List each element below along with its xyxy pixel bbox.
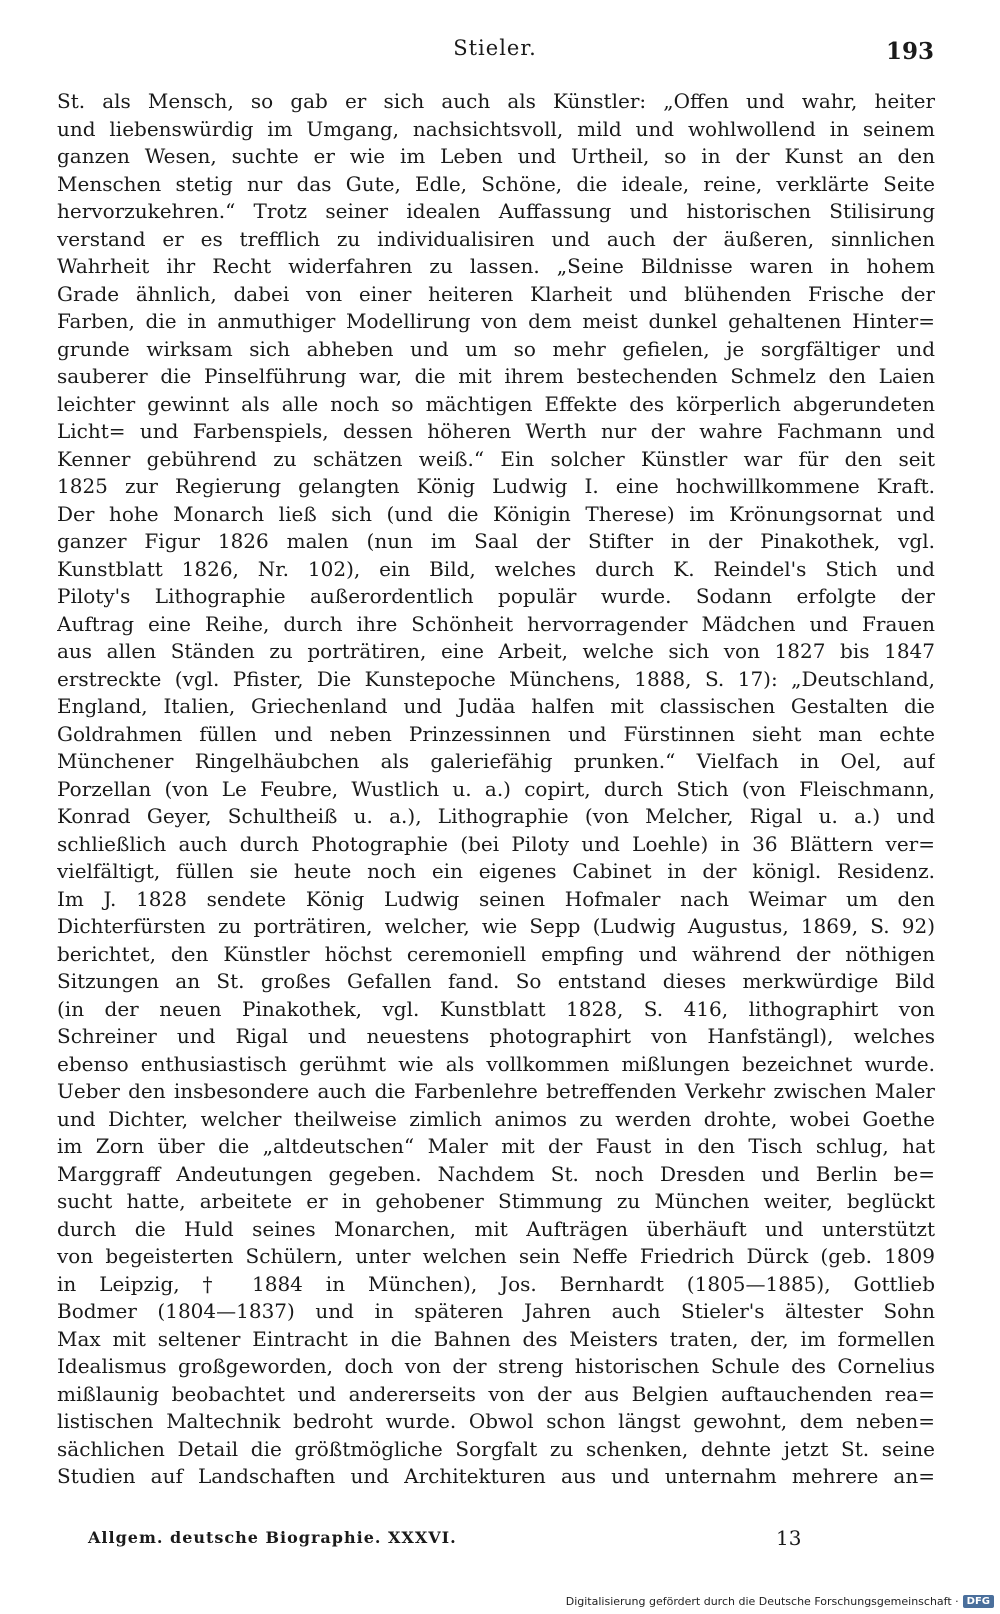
publication-title: Allgem. deutsche Biographie. XXXVI. <box>88 1528 457 1547</box>
digitization-credit <box>566 1595 994 1608</box>
text-line: 1825 zur Regierung gelangten König Ludwig I. eine hochwillkommene Kraft. <box>57 474 935 498</box>
text-line: Konrad Geyer, Schultheiß u. a.), Lithographie (von Melcher, Rigal u. a.) und <box>57 804 935 828</box>
text-line: St. als Mensch, so gab er sich auch als Künstler: „Offen und wahr, heiter <box>57 89 935 113</box>
text-line: Menschen stetig nur das Gute, Edle, Schöne, die ideale, reine, verklärte Seite <box>57 171 935 196</box>
text-line: schließlich auch durch Photographie (bei Piloty und Loehle) in 36 Blättern ver= <box>57 831 935 856</box>
text-line: im Zorn über die „altdeutschen“ Maler mit der Faust in den Tisch schlug, hat <box>57 1134 935 1158</box>
text-line: in Leipzig, † 1884 in München), Jos. Bernhardt (1805—1885), Gottlieb <box>57 1271 935 1296</box>
text-line: Farben, die in anmuthiger Modellirung von dem meist dunkel gehaltenen Hinter= <box>57 309 935 333</box>
text-line: von begeisterten Schülern, unter welchen sein Neffe Friedrich Dürck (geb. 1809 <box>57 1244 935 1268</box>
text-line: listischen Maltechnik bedroht wurde. Obwol schon längst gewohnt, dem neben= <box>57 1409 935 1433</box>
text-line: Münchener Ringelhäubchen als galeriefähig prunken.“ Vielfach in Oel, auf <box>57 749 935 773</box>
text-line: Wahrheit ihr Recht widerfahren zu lassen. „Seine Bildnisse waren in hohem <box>57 254 935 278</box>
text-line: Max mit seltener Eintracht in die Bahnen des Meisters traten, der, im formellen <box>57 1326 935 1351</box>
signature-mark: 13 <box>776 1526 802 1550</box>
text-line: Grade ähnlich, dabei von einer heiteren Klarheit und blühenden Frische der <box>57 281 935 306</box>
text-line: berichtet, den Künstler höchst ceremoniell empfing und während der nöthigen <box>57 941 935 966</box>
text-line: hervorzukehren.“ Trotz seiner idealen Auffassung und historischen Stilisirung <box>57 199 935 223</box>
text-line: Piloty's Lithographie außerordentlich populär wurde. Sodann erfolgte der <box>57 584 935 608</box>
text-line: Idealismus großgeworden, doch von der streng historischen Schule des Cornelius <box>57 1354 935 1378</box>
running-head <box>56 34 934 70</box>
text-line: ebenso enthusiastisch gerühmt wie als vollkommen mißlungen bezeichnet wurde. <box>57 1051 935 1076</box>
text-line: ganzer Figur 1826 malen (nun im Saal der Stifter in der Pinakothek, vgl. <box>57 529 935 553</box>
text-line: Porzellan (von Le Feubre, Wustlich u. a.) copirt, durch Stich (von Fleischmann, <box>57 776 935 801</box>
text-line: mißlaunig beobachtet und andererseits von der aus Belgien auftauchenden rea= <box>57 1381 935 1406</box>
page-number: 193 <box>885 38 934 65</box>
text-line: Licht= und Farbenspiels, dessen höheren Werth nur der wahre Fachmann und <box>57 419 935 443</box>
text-line: und liebenswürdig im Umgang, nachsichtsvoll, mild und wohlwollend in seinem <box>57 116 935 141</box>
text-line: leichter gewinnt als alle noch so mächtigen Effekte des körperlich abgerundeten <box>57 391 935 416</box>
text-line: grunde wirksam sich abheben und um so mehr gefielen, je sorgfältiger und <box>57 336 935 361</box>
page-footer <box>88 1528 828 1558</box>
text-line: Kenner gebührend zu schätzen weiß.“ Ein solcher Künstler war für den seit <box>57 446 935 471</box>
text-line: Dichterfürsten zu porträtiren, welcher, wie Sepp (Ludwig Augustus, 1869, S. 92) <box>57 914 935 938</box>
text-line: Goldrahmen füllen und neben Prinzessinnen und Fürstinnen sieht man echte <box>57 721 935 746</box>
text-line: Studien auf Landschaften und Architekturen aus und unternahm mehrere an= <box>57 1464 935 1488</box>
text-line: Schreiner und Rigal und neuestens photographirt von Hanfstängl), welches <box>57 1024 935 1048</box>
text-line: Der hohe Monarch ließ sich (und die Königin Therese) im Krönungsornat und <box>57 501 935 526</box>
text-line: Auftrag eine Reihe, durch ihre Schönheit hervorragender Mädchen und Frauen <box>57 611 935 636</box>
body-text <box>57 88 935 1491</box>
text-line: England, Italien, Griechenland und Judäa halfen mit classischen Gestalten die <box>57 694 935 718</box>
text-line: (in der neuen Pinakothek, vgl. Kunstblatt 1828, S. 416, lithographirt von <box>57 996 935 1021</box>
text-line: sucht hatte, arbeitete er in gehobener Stimmung zu München weiter, beglückt <box>57 1189 935 1213</box>
text-line: und Dichter, welcher theilweise zimlich animos zu werden drohte, wobei Goethe <box>57 1106 935 1131</box>
text-line: Ueber den insbesondere auch die Farbenlehre betreffenden Verkehr zwischen Maler <box>57 1079 935 1103</box>
text-line: sächlichen Detail die größtmögliche Sorgfalt zu schenken, dehnte jetzt St. seine <box>57 1436 935 1461</box>
text-line: Kunstblatt 1826, Nr. 102), ein Bild, welches durch K. Reindel's Stich und <box>57 556 935 581</box>
running-title: Stieler. <box>453 36 537 60</box>
text-line: Im J. 1828 sendete König Ludwig seinen Hofmaler nach Weimar um den <box>57 886 935 911</box>
text-line: sauberer die Pinselführung war, die mit ihrem bestechenden Schmelz den Laien <box>57 364 935 388</box>
dfg-logo-icon: DFG <box>963 1595 994 1608</box>
text-line: Bodmer (1804—1837) und in späteren Jahren auch Stieler's ältester Sohn <box>57 1299 935 1323</box>
text-line: Marggraff Andeutungen gegeben. Nachdem St. noch Dresden und Berlin be= <box>57 1161 935 1186</box>
text-line: verstand er es trefflich zu individualisiren und auch der äußeren, sinnlichen <box>57 226 935 251</box>
text-line: erstreckte (vgl. Pfister, Die Kunstepoche Münchens, 1888, S. 17): „Deutschland, <box>57 666 935 691</box>
text-line: vielfältigt, füllen sie heute noch ein eigenes Cabinet in der königl. Residenz. <box>57 859 935 883</box>
credit-text: Digitalisierung gefördert durch die Deutsche Forschungsgemeinschaft · <box>565 1595 959 1608</box>
text-line: aus allen Ständen zu porträtiren, eine Arbeit, welche sich von 1827 bis 1847 <box>57 639 935 663</box>
text-line: ganzen Wesen, suchte er wie im Leben und Urtheil, so in der Kunst an den <box>57 144 935 168</box>
text-line: durch die Huld seines Monarchen, mit Aufträgen überhäuft und unterstützt <box>57 1216 935 1241</box>
text-line: Sitzungen an St. großes Gefallen fand. So entstand dieses merkwürdige Bild <box>57 969 935 993</box>
